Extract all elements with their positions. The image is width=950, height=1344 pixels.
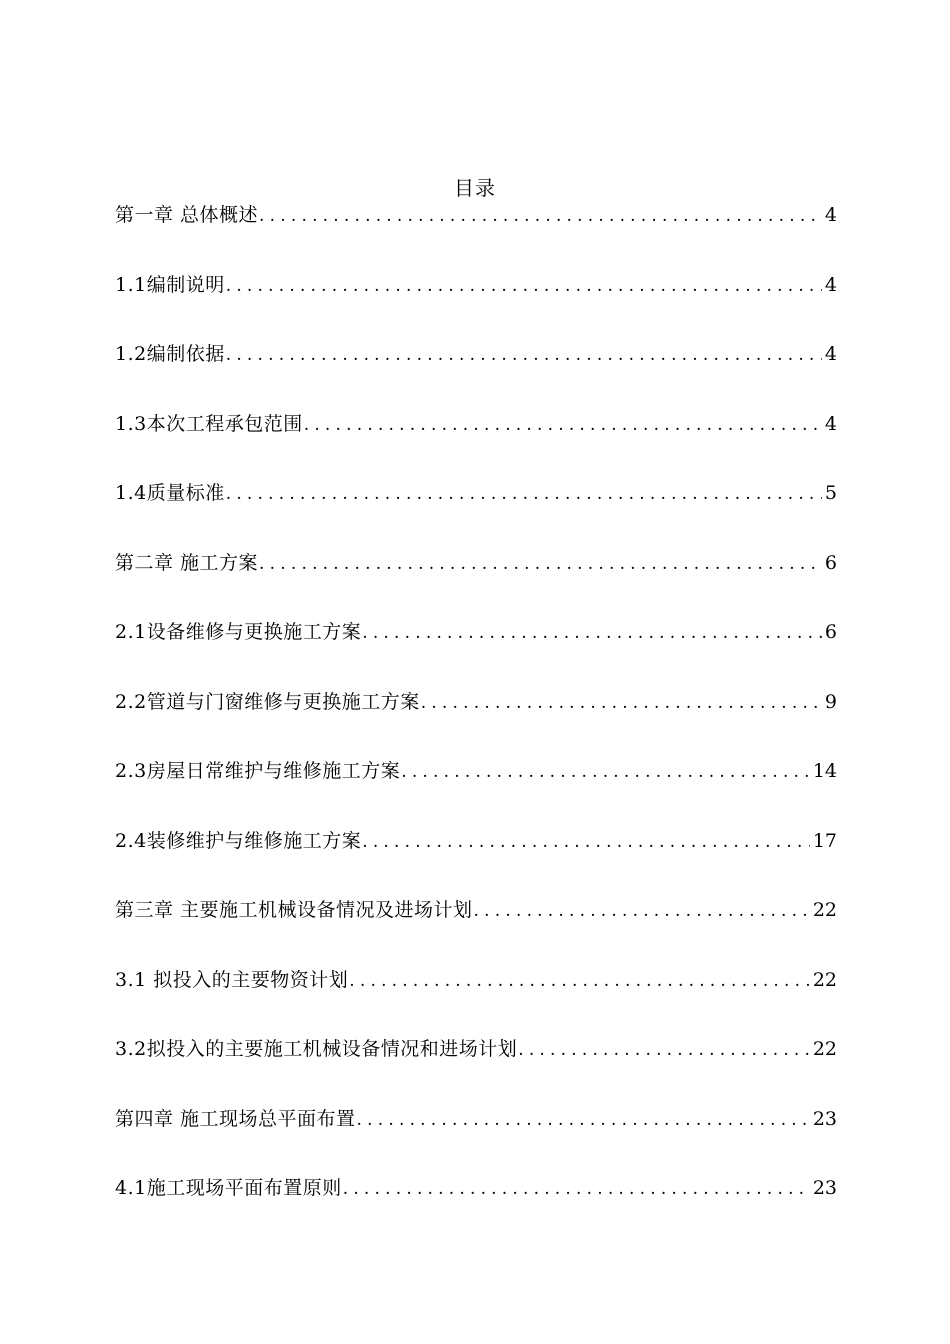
- dot-leader: [421, 687, 822, 719]
- toc-entry[interactable]: [115, 477, 837, 547]
- toc-entry-page: 4: [824, 343, 837, 365]
- toc-entry[interactable]: [115, 338, 837, 408]
- toc-entry-page: 4: [824, 412, 837, 435]
- toc-entry-label: 3.2拟投入的主要施工机械设备情况和进场计划: [115, 1038, 518, 1060]
- toc-entry-page: 4: [824, 204, 837, 226]
- toc-title: 目录: [454, 176, 496, 200]
- toc-entry-page: 23: [812, 1177, 837, 1199]
- toc-entry-page: 23: [812, 1107, 837, 1130]
- toc-entry[interactable]: [115, 894, 837, 964]
- dot-leader: [349, 965, 810, 997]
- toc-entry-page: 14: [812, 760, 837, 782]
- dot-leader: [259, 548, 822, 580]
- toc-entry-page: 22: [812, 899, 837, 921]
- toc-entry[interactable]: [115, 1103, 837, 1173]
- toc-entry-label: 第二章 施工方案: [115, 551, 259, 574]
- dot-leader: [343, 1173, 810, 1205]
- toc-entry-page: 17: [812, 829, 837, 852]
- toc-entry-label: 2.4装修维护与维修施工方案: [115, 829, 362, 852]
- toc-entry-page: 6: [824, 551, 837, 574]
- toc-entry[interactable]: [115, 755, 837, 825]
- toc-entry-label: 1.1编制说明: [115, 273, 225, 296]
- toc-entry-page: 22: [812, 1038, 837, 1060]
- toc-entry[interactable]: [115, 616, 837, 686]
- toc-entry-page: 4: [824, 273, 837, 296]
- dot-leader: [362, 617, 822, 649]
- dot-leader: [474, 895, 810, 927]
- toc-entry[interactable]: [115, 686, 837, 756]
- toc-entry-label: 第一章 总体概述: [115, 204, 259, 226]
- toc-entry[interactable]: [115, 269, 837, 339]
- dot-leader: [401, 756, 810, 788]
- dot-leader: [304, 409, 822, 441]
- dot-leader: [357, 1104, 810, 1136]
- toc-entry[interactable]: [115, 408, 837, 478]
- dot-leader: [226, 270, 822, 302]
- toc-entry-label: 2.2管道与门窗维修与更换施工方案: [115, 690, 420, 713]
- toc-entry-label: 3.1 拟投入的主要物资计划: [115, 968, 349, 991]
- dot-leader: [259, 200, 822, 232]
- dot-leader: [362, 826, 810, 858]
- toc-entry-label: 1.3本次工程承包范围: [115, 412, 303, 435]
- toc-entry-page: 5: [824, 482, 837, 504]
- toc-entry[interactable]: [115, 1172, 837, 1242]
- toc-entry-page: 22: [812, 968, 837, 991]
- toc-entry-label: 1.2编制依据: [115, 343, 225, 365]
- toc-entry-label: 4.1施工现场平面布置原则: [115, 1177, 342, 1199]
- toc-entry[interactable]: [115, 1033, 837, 1103]
- dot-leader: [226, 339, 822, 371]
- toc-entry-page: 6: [824, 621, 837, 643]
- dot-leader: [518, 1034, 810, 1066]
- toc-entry[interactable]: [115, 964, 837, 1034]
- dot-leader: [226, 478, 822, 510]
- toc-entry[interactable]: [115, 825, 837, 895]
- toc-entry-label: 2.3房屋日常维护与维修施工方案: [115, 760, 401, 782]
- toc-entry-label: 第四章 施工现场总平面布置: [115, 1107, 356, 1130]
- toc-entry-label: 1.4质量标准: [115, 482, 225, 504]
- toc-entry[interactable]: [115, 199, 837, 269]
- toc-entry-label: 2.1设备维修与更换施工方案: [115, 621, 362, 643]
- toc-entry-page: 9: [824, 690, 837, 713]
- toc-entry-label: 第三章 主要施工机械设备情况及进场计划: [115, 899, 473, 921]
- toc-entry[interactable]: [115, 547, 837, 617]
- toc-list: [115, 199, 837, 1242]
